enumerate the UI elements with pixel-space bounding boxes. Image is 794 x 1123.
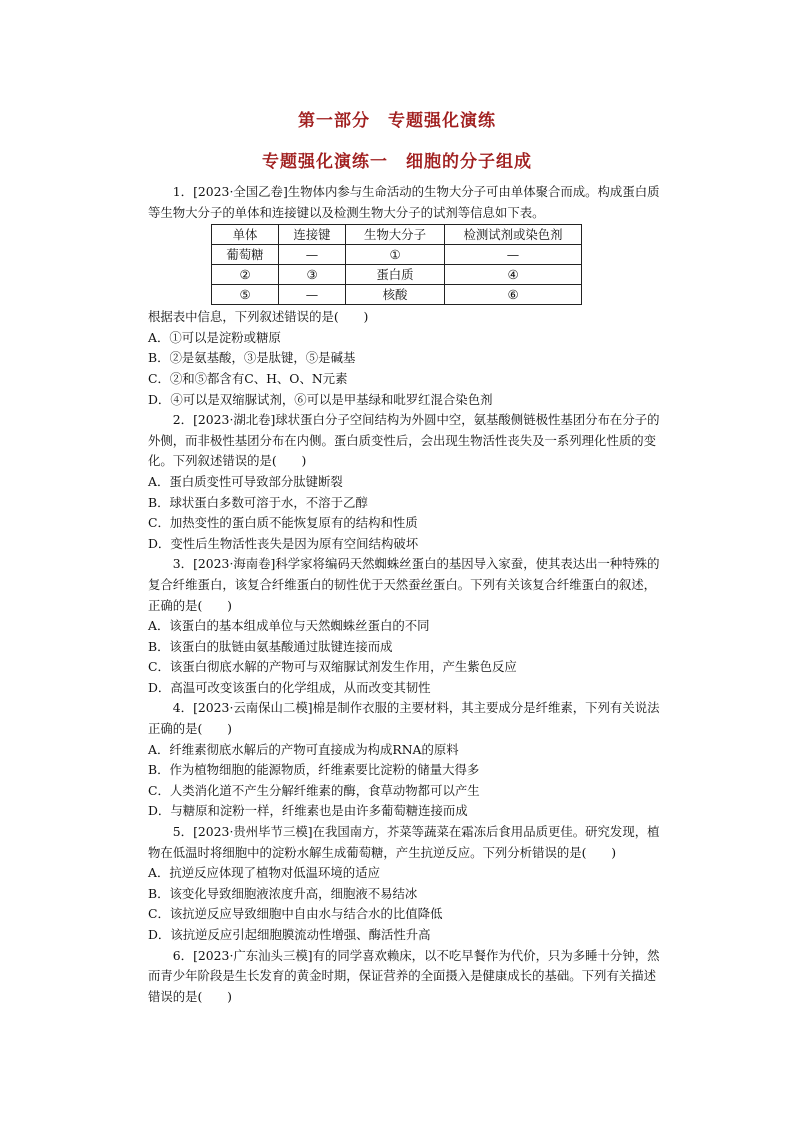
option-a: A．该蛋白的基本组成单位与天然蜘蛛丝蛋白的不同 xyxy=(148,618,430,634)
option-c: C．该蛋白彻底水解的产物可与双缩脲试剂发生作用，产生紫色反应 xyxy=(148,659,517,675)
table-row xyxy=(212,285,582,305)
question-6-stem: 6．[2023·广东汕头三模]有的同学喜欢赖床，以不吃早餐作为代价，只为多睡十分钟，然而青少年阶段是生长发育的黄金时期，保证营养的全面摄入是健康成长的基础。下列有关描述错误的是( ) xyxy=(148,947,660,1004)
table-row xyxy=(212,265,582,285)
question-5-stem: 5．[2023·贵州毕节三模]在我国南方，芥菜等蔬菜在霜冻后食用品质更佳。研究发现，植物在低温时将细胞中的淀粉水解生成葡萄糖，产生抗逆反应。下列分析错误的是( ) xyxy=(148,824,660,860)
option-a: A．纤维素彻底水解后的产物可直接成为构成RNA的原料 xyxy=(148,741,459,757)
part-title: 第一部分 专题强化演练 xyxy=(298,111,496,131)
table-cell: 蛋白质 xyxy=(346,265,445,285)
table-row xyxy=(212,245,582,265)
question-2-stem: 2．[2023·湖北卷]球状蛋白分子空间结构为外圆中空，氨基酸侧链极性基团分布在分子的外侧，而非极性基团分布在内侧。蛋白质变性后，会出现生物活性丧失及一系列理化性质的变化。下列叙述错误的是( ) xyxy=(148,412,660,469)
section-title: 专题强化演练一 细胞的分子组成 xyxy=(262,152,532,172)
table-cell: 葡萄糖 xyxy=(212,245,279,265)
option-c: C．人类消化道不产生分解纤维素的酶，食草动物都可以产生 xyxy=(148,782,480,798)
option-c: C．该抗逆反应导致细胞中自由水与结合水的比值降低 xyxy=(148,906,443,922)
option-b: B．球状蛋白多数可溶于水，不溶于乙醇 xyxy=(148,494,368,510)
option-a: A．蛋白质变性可导致部分肽键断裂 xyxy=(148,473,343,489)
table-cell: ④ xyxy=(445,265,582,285)
table-cell: ③ xyxy=(279,265,346,285)
info-table xyxy=(211,224,582,305)
table-header-cell: 检测试剂或染色剂 xyxy=(445,225,582,245)
question-1-prompt: 根据表中信息，下列叙述错误的是( ) xyxy=(148,309,369,325)
question-3-stem: 3．[2023·海南卷]科学家将编码天然蜘蛛丝蛋白的基因导入家蚕，使其表达出一种特殊的复合纤维蛋白，该复合纤维蛋白的韧性优于天然蚕丝蛋白。下列有关该复合纤维蛋白的叙述，正确的是( ) xyxy=(148,556,660,613)
table-cell: ⑥ xyxy=(445,285,582,305)
option-a: A．①可以是淀粉或糖原 xyxy=(148,329,281,345)
table-cell: ① xyxy=(346,245,445,265)
option-b: B．②是氨基酸，③是肽键，⑤是碱基 xyxy=(148,350,356,366)
option-b: B．该变化导致细胞液浓度升高，细胞液不易结冰 xyxy=(148,885,418,901)
table-cell: — xyxy=(279,245,346,265)
option-b: B．该蛋白的肽链由氨基酸通过肽键连接而成 xyxy=(148,638,393,654)
table-cell: — xyxy=(279,285,346,305)
option-a: A．抗逆反应体现了植物对低温环境的适应 xyxy=(148,865,380,881)
question-4-stem: 4．[2023·云南保山二模]棉是制作衣服的主要材料，其主要成分是纤维素，下列有关说法正确的是( ) xyxy=(148,700,660,737)
option-c: C．加热变性的蛋白质不能恢复原有的结构和性质 xyxy=(148,515,418,531)
question-1-stem: 1．[2023·全国乙卷]生物体内参与生命活动的生物大分子可由单体聚合而成。构成蛋白质等生物大分子的单体和连接键以及检测生物大分子的试剂等信息如下表。 xyxy=(148,184,660,220)
question-list xyxy=(148,182,668,1007)
table-cell: ⑤ xyxy=(212,285,279,305)
table-header-row xyxy=(212,225,582,245)
table-cell: 核酸 xyxy=(346,285,445,305)
table-cell: — xyxy=(445,245,582,265)
table-header-cell: 生物大分子 xyxy=(346,225,445,245)
option-d: D．该抗逆反应引起细胞膜流动性增强、酶活性升高 xyxy=(148,927,431,942)
option-d: D．与糖原和淀粉一样，纤维素也是由许多葡萄糖连接而成 xyxy=(148,803,468,819)
option-b: B．作为植物细胞的能源物质，纤维素要比淀粉的储量大得多 xyxy=(148,762,480,778)
option-c: C．②和⑤都含有C、H、O、N元素 xyxy=(148,370,348,386)
option-d: D．④可以是双缩脲试剂，⑥可以是甲基绿和吡罗红混合染色剂 xyxy=(148,391,493,407)
option-d: D．变性后生物活性丧失是因为原有空间结构破坏 xyxy=(148,535,419,551)
table-header-cell: 连接键 xyxy=(279,225,346,245)
table-cell: ② xyxy=(212,265,279,285)
option-d: D．高温可改变该蛋白的化学组成，从而改变其韧性 xyxy=(148,679,431,695)
table-header-cell: 单体 xyxy=(212,225,279,245)
